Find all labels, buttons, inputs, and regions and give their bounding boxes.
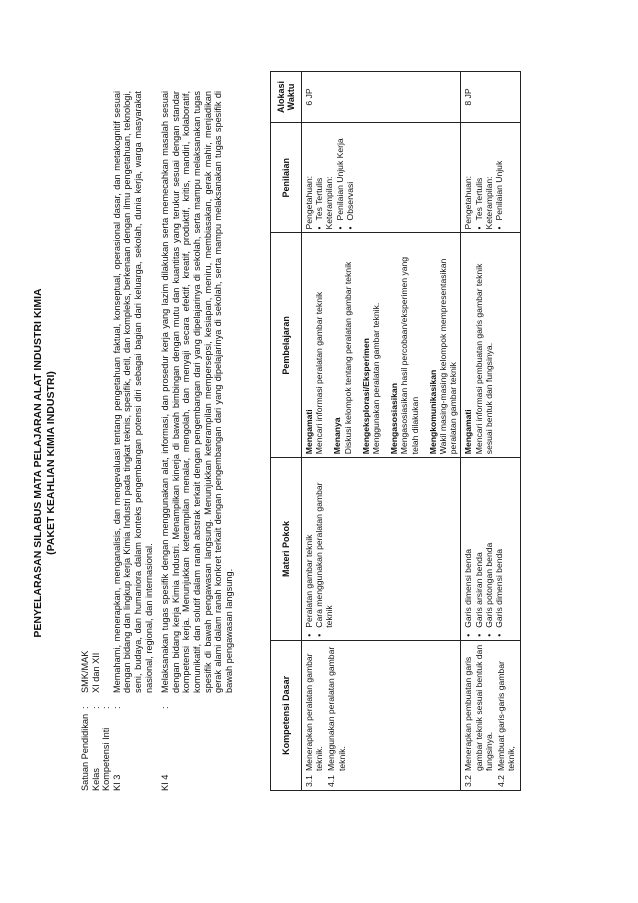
materi-text: Garis potongan benda [483, 542, 494, 628]
info-colon: : [90, 706, 101, 709]
penilaian-label: Pengetahuan: [304, 175, 314, 230]
syllabus-table [270, 71, 521, 791]
materi-list [463, 461, 504, 637]
penilaian-text: Penilaian Unjuk [494, 160, 505, 221]
info-label: Kelas [90, 768, 101, 791]
bullet-icon: • [473, 226, 484, 230]
penilaian-list [335, 126, 355, 230]
info-colon: : [111, 706, 122, 709]
materi-text: Garis arsiran benda [473, 552, 484, 628]
penilaian-text: Penilaian Unjuk Kerja [334, 138, 345, 221]
list-item [494, 126, 504, 230]
info-value: XI dan XII [90, 652, 101, 693]
cell-pembelajaran [302, 233, 461, 458]
pembelajaran-text: Mencari informasi peralatan gambar teknik [314, 291, 325, 455]
list-item [335, 126, 345, 230]
info-colon: : [160, 706, 171, 709]
cell-alokasi: 6 JP [302, 72, 461, 123]
bullet-icon: • [494, 226, 505, 230]
table-row [302, 72, 461, 791]
bullet-icon: • [344, 226, 355, 230]
penilaian-label: Pengetahuan: [463, 175, 474, 230]
list-item [463, 461, 473, 637]
list-item [304, 461, 314, 637]
info-colon: : [80, 706, 90, 709]
pembelajaran-heading: Menanya [332, 417, 343, 455]
list-item [484, 461, 494, 637]
materi-text: Cara menggunakan peralatan gambar teknik [314, 482, 335, 628]
list-item [314, 126, 324, 230]
info-row-satuan [80, 91, 91, 791]
materi-text: Garis dimensi benda [463, 548, 474, 628]
kd-code: 4.1 [326, 775, 337, 787]
info-label: Kompetensi Inti [101, 727, 112, 791]
title-line-1: PENYELARASAN SILABUS MATA PELAJARAN ALAT INDUSTRI KIMIA [32, 288, 44, 638]
bullet-icon: • [473, 633, 484, 637]
header-kompetensi-dasar: Kompetensi Dasar [271, 640, 302, 790]
bullet-icon: • [314, 226, 325, 230]
info-colon: : [101, 706, 112, 709]
cell-alokasi: 8 JP [461, 72, 521, 123]
kd-text: Menerapkan pembuatan garis gambar teknik sesuai bentuk dan fungsinya. [463, 644, 494, 771]
kd-code: 3.1 [304, 775, 314, 787]
kd-item [463, 644, 494, 787]
kd-text: Menggunakan peralatan gambar teknik. [326, 646, 347, 771]
pembelajaran-text: Menggunakan peralatan gambar teknik. [371, 302, 382, 455]
header-alokasi-waktu: Alokasi Waktu [271, 72, 302, 123]
info-row-ki3 [112, 91, 154, 791]
info-value: SMK/MAK [80, 650, 90, 693]
bullet-icon: • [494, 633, 505, 637]
header-pembelajaran: Pembelajaran [271, 233, 302, 458]
header-penilaian: Penilaian [271, 122, 302, 233]
list-item [494, 461, 504, 637]
cell-kompetensi-dasar [302, 640, 461, 790]
list-item [345, 126, 355, 230]
list-item [474, 461, 484, 637]
kd-item [304, 644, 324, 787]
penilaian-text: Observasi [344, 181, 355, 221]
kd-code: 4.2 [496, 775, 507, 787]
pembelajaran-heading: Mengkomunikasikan [427, 369, 438, 455]
pembelajaran-text: Diskusi kelompok tentang peralatan gambar teknik [342, 261, 353, 455]
cell-penilaian [302, 122, 461, 233]
penilaian-label: Keterampilan: [324, 176, 335, 230]
info-row-kompetensi-inti [101, 91, 112, 791]
pembelajaran-text: Wakil masing-masing kelompok mempresentasikan peralatan gambar teknik [438, 258, 459, 455]
pembelajaran-text: Mengasosiasikan hasil percobaan/eksperimen yang telah dilakukan [399, 256, 420, 455]
info-row-ki4 [160, 91, 234, 791]
info-label: Satuan Pendidikan [80, 713, 90, 791]
info-value: Memahami, menerapkan, menganalisis, dan mengevaluasi tentang pengetahuan faktual, konseptual, operasional dasar, dan metakognitif sesuai dengan bidang dan lingkup kerja Kimia Industri pada tingkat teknis, spesifik, detil, dan kompleks, berkenaan dengan ilmu pengetahuan, teknologi, seni, budaya, dan humaniora dalam konteks pengembangan potensi diri sebagai bagian dari keluarga, sekolah, dunia kerja, warga masyarakat nasional, regional, dan internasional. [111, 91, 154, 693]
kd-text: Menerapkan peralatan gambar teknik. [304, 653, 325, 771]
materi-list [304, 461, 335, 637]
document-title [32, 63, 58, 863]
table-row [461, 72, 521, 791]
info-label: KI 4 [160, 774, 171, 791]
header-materi-pokok: Materi Pokok [271, 458, 302, 641]
penilaian-list [314, 126, 324, 230]
cell-materi-pokok [461, 458, 521, 641]
materi-text: Peralatan gambar teknik [304, 534, 314, 628]
kd-item [326, 644, 346, 787]
list-item [474, 126, 484, 230]
identity-block [80, 91, 234, 791]
info-value: Melaksanakan tugas spesifik dengan menggunakan alat, informasi, dan prosedur kerja yang lazim dilakukan serta memecahkan masalah sesuai dengan bidang kerja Kimia Industri. Menampilkan kinerja di bawah bimbingan dengan mutu dan kuantitas yang terukur sesuai dengan standar kompetensi kerja. Menunjukkan keterampilan menalar, mengolah, dan menyaji secara efektif, kreatif, produktif, kritis, mandiri, kolaboratif, komunikatif, dan solutif dalam ranah abstrak terkait dengan pengembangan dari yang dipelajarinya di sekolah, serta mampu melaksanakan tugas spesifik di bawah pengawasan langsung. Menunjukkan keterampilan mempersepsi, kesiapan, meniru, membiasakan, gerak mahir, menjadikan gerak alami dalam ranah konkret terkait dengan pengembangan dari yang dipelajarinya di sekolah, serta mampu melaksanakan tugas spesifik di bawah pengawasan langsung. [160, 91, 234, 693]
bullet-icon: • [304, 633, 314, 637]
bullet-icon: • [483, 633, 494, 637]
penilaian-list [494, 126, 504, 230]
cell-penilaian [461, 122, 521, 233]
cell-pembelajaran [461, 233, 521, 458]
table-header-row [271, 72, 302, 791]
penilaian-list [474, 126, 484, 230]
kd-text: Membuat garis-garis gambar teknik, [496, 661, 517, 771]
kd-code: 3.2 [463, 775, 474, 787]
bullet-icon: • [463, 633, 474, 637]
pembelajaran-heading: Mengamati [463, 409, 474, 455]
pembelajaran-heading: Mengasosiasikan [389, 383, 400, 455]
info-value [101, 91, 112, 693]
pembelajaran-heading: Mengamati [304, 409, 314, 455]
cell-kompetensi-dasar [461, 640, 521, 790]
kd-item [496, 644, 516, 787]
penilaian-label: Keterampilan: [483, 176, 494, 230]
bullet-icon: • [314, 633, 325, 637]
bullet-icon: • [334, 226, 345, 230]
pembelajaran-text: Mencari informasi pembuatan garis gambar teknik sesuai bentuk dan fungsinya. [473, 263, 494, 455]
pembelajaran-heading: Mengeksplorasi/Eksperimen [360, 338, 371, 455]
info-label: KI 3 [111, 774, 122, 791]
title-line-2: (PAKET KEAHLIAN KIMIA INDUSTRI) [45, 371, 57, 555]
materi-text: Garis dimensi benda [494, 548, 505, 628]
info-row-kelas [91, 91, 102, 791]
penilaian-text: Tes Tertulis [314, 177, 325, 221]
list-item [314, 461, 334, 637]
cell-materi-pokok [302, 458, 461, 641]
penilaian-text: Tes Tertulis [473, 177, 484, 221]
